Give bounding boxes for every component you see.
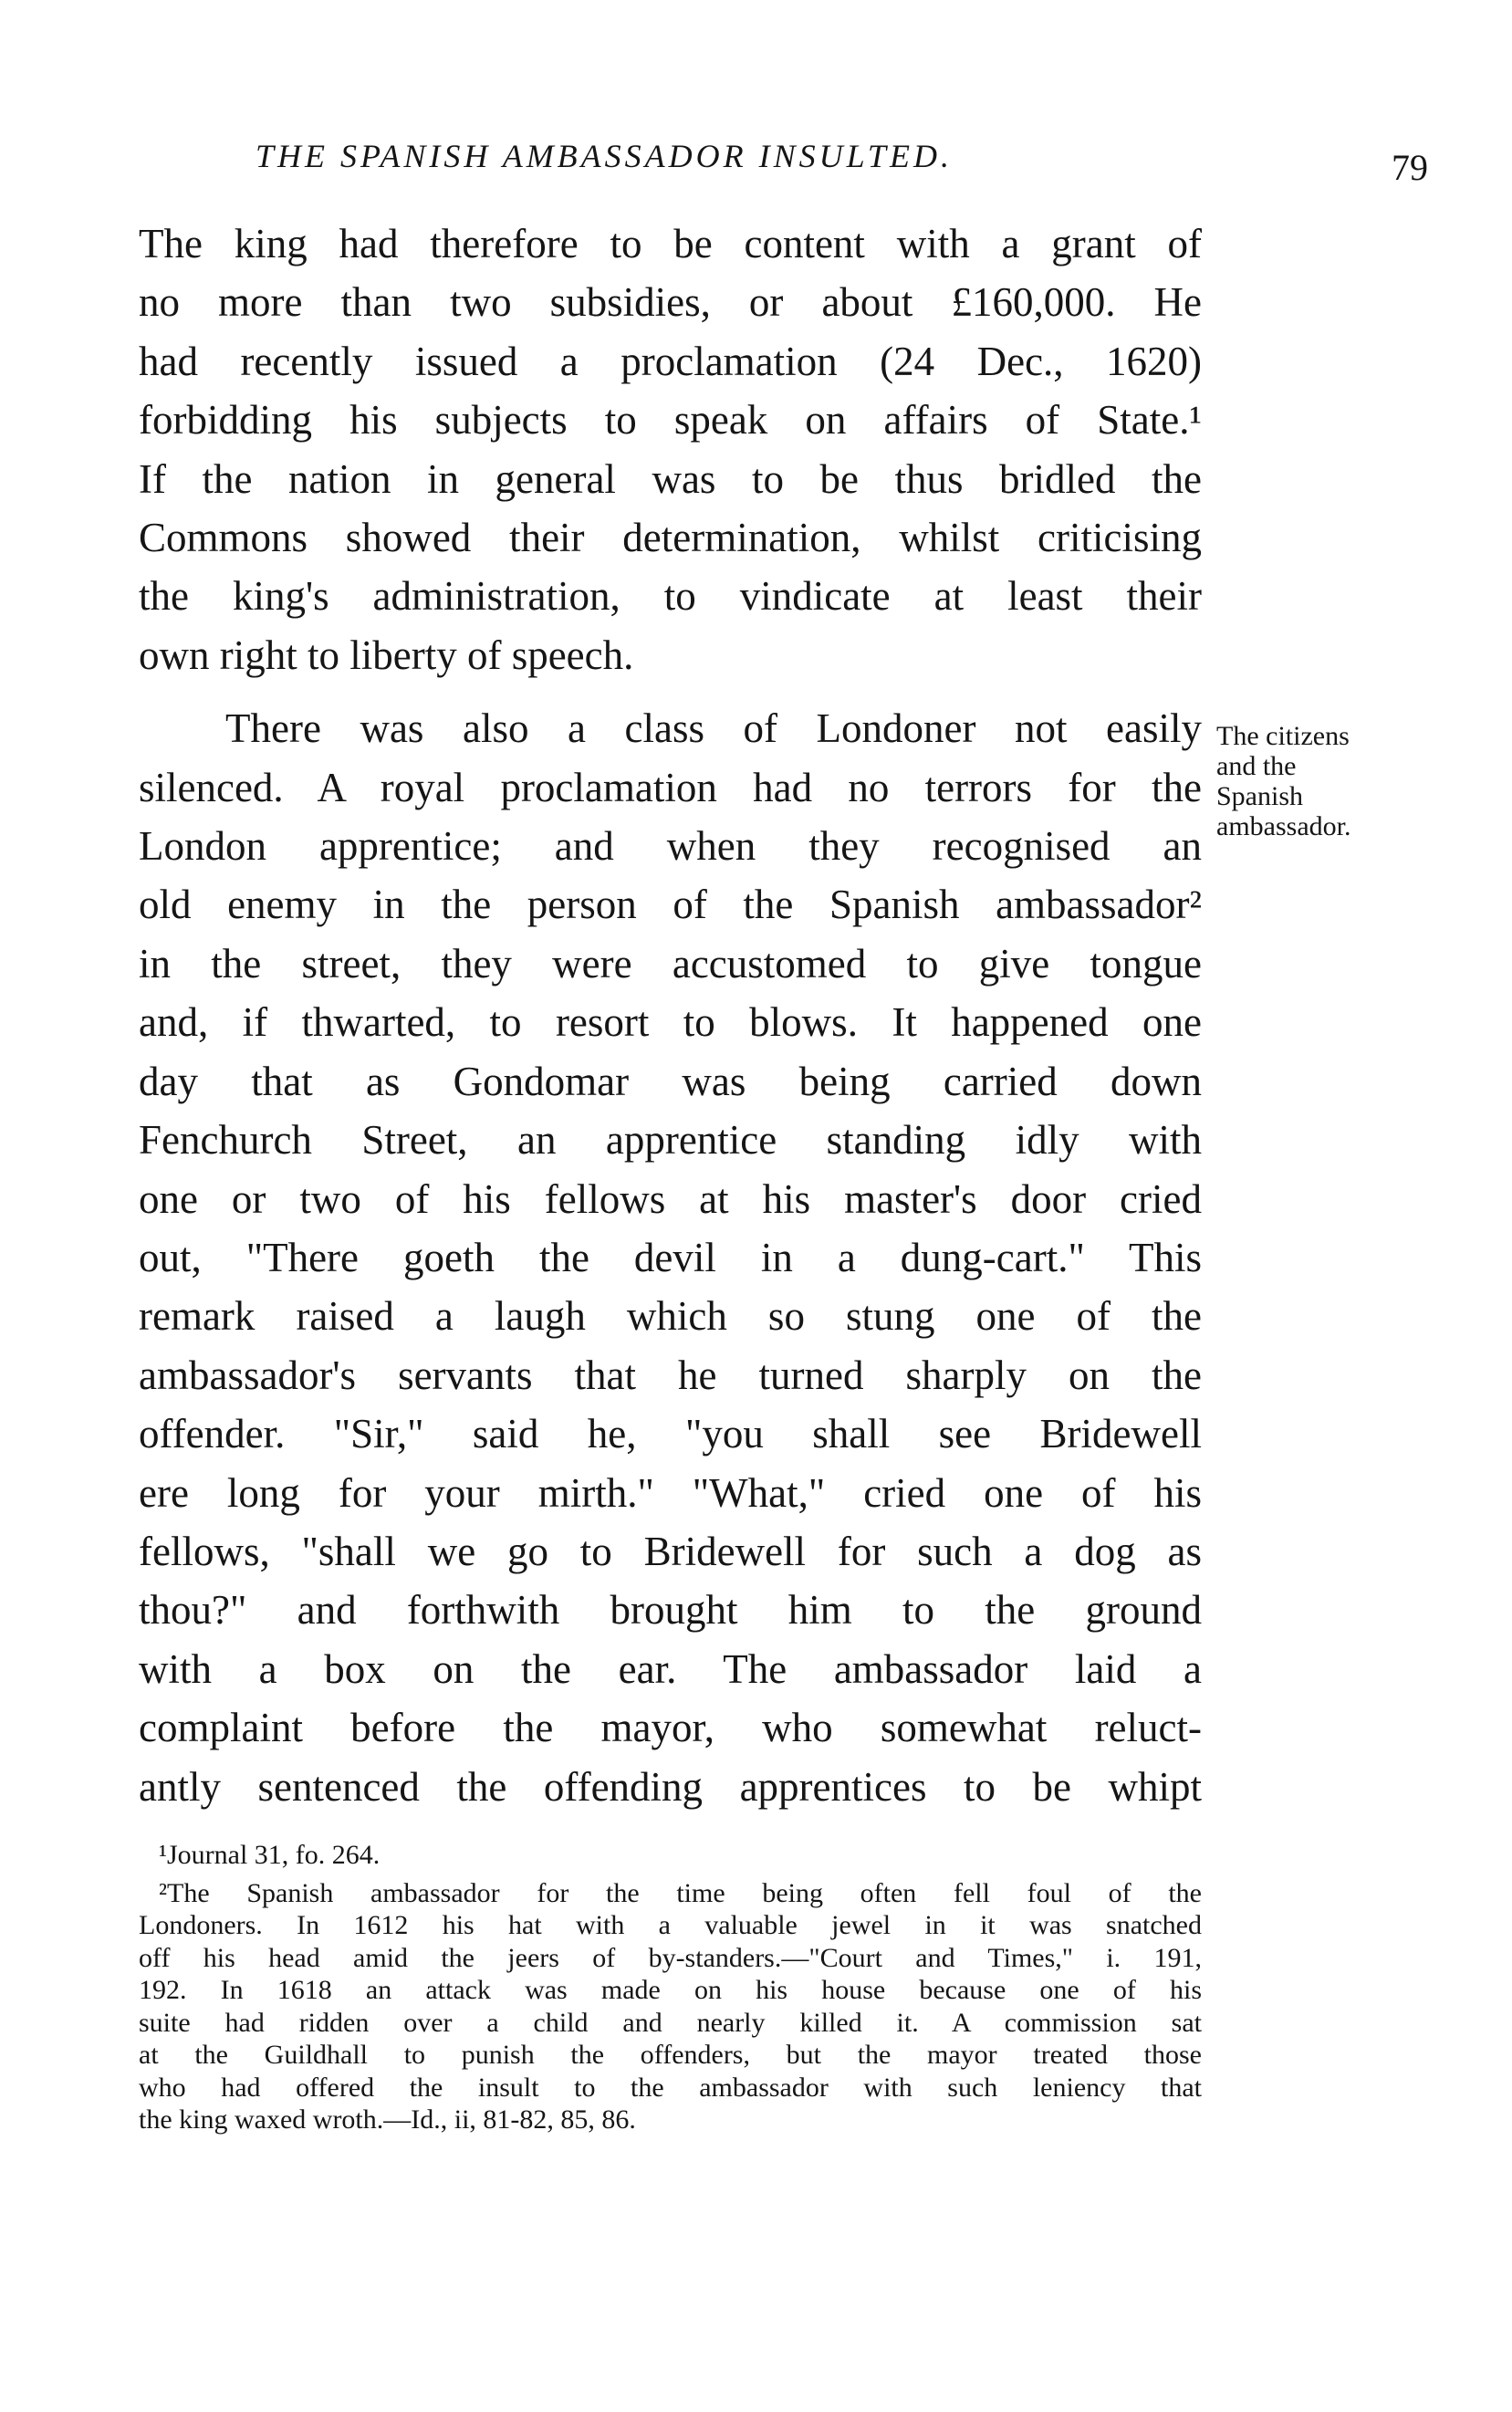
- text-line: fellows, "shall we go to Bridewell for such a dog as: [139, 1528, 1202, 1574]
- body-text: [139, 214, 1202, 1816]
- page-number: 79: [1392, 147, 1428, 188]
- footnote-1: ¹Journal 31, fo. 264.: [159, 1840, 381, 1870]
- footnote-2-line: ²The Spanish ambassador for the time being often fell foul of the: [159, 1877, 1202, 1908]
- text-line: London apprentice; and when they recognised an: [139, 823, 1202, 870]
- margin-note-line: The citizens: [1216, 721, 1350, 751]
- footnotes: [139, 1839, 1202, 2136]
- text-line: There was also a class of Londoner not easily: [225, 705, 1202, 752]
- text-line: day that as Gondomar was being carried down: [139, 1058, 1202, 1104]
- text-line: no more than two subsidies, or about £160,000. He: [139, 279, 1202, 326]
- text-line: The king had therefore to be content with a grant of: [139, 221, 1202, 266]
- text-line: out, "There goeth the devil in a dung-cart." This: [139, 1234, 1202, 1280]
- margin-note-line: and the: [1216, 751, 1297, 781]
- text-line: silenced. A royal proclamation had no terrors for the: [139, 764, 1202, 810]
- footnote-2-line: off his head amid the jeers of by-standers.—"Court and Times," i. 191,: [139, 1942, 1202, 1973]
- text-line: remark raised a laugh which so stung one of the: [139, 1293, 1202, 1340]
- text-line: own right to liberty of speech.: [139, 632, 634, 678]
- text-line: antly sentenced the offending apprentices to be whipt: [139, 1763, 1202, 1810]
- text-line: thou?" and forthwith brought him to the ground: [139, 1587, 1202, 1634]
- text-line: the king's administration, to vindicate at least their: [139, 573, 1202, 620]
- text-line: forbidding his subjects to speak on affairs of State.¹: [139, 397, 1202, 444]
- footnote-2-line: at the Guildhall to punish the offenders, but the mayor treated those: [139, 2040, 1202, 2070]
- text-line: had recently issued a proclamation (24 Dec., 1620): [139, 338, 1202, 384]
- margin-note-line: ambassador.: [1216, 811, 1351, 841]
- paragraph-gap: [139, 684, 1202, 699]
- text-line: ere long for your mirth." "What," cried one of his: [139, 1469, 1202, 1516]
- text-line: with a box on the ear. The ambassador laid a: [139, 1645, 1202, 1692]
- text-line: ambassador's servants that he turned sharply on the: [139, 1352, 1202, 1398]
- footnote-2-line: 192. In 1618 an attack was made on his house because one of his: [139, 1975, 1202, 2005]
- text-line: one or two of his fellows at his master's door cried: [139, 1175, 1202, 1222]
- footnote-2-line: Londoners. In 1612 his hat with a valuable jewel in it was snatched: [139, 1910, 1202, 1940]
- text-line: complaint before the mayor, who somewhat reluct-: [139, 1705, 1202, 1751]
- text-line: Fenchurch Street, an apprentice standing idly with: [139, 1117, 1202, 1164]
- margin-note-line: Spanish: [1216, 781, 1304, 811]
- footnote-2-line: the king waxed wroth.—Id., ii, 81-82, 85, 86.: [139, 2104, 636, 2135]
- margin-note: [1216, 721, 1495, 841]
- footnote-2-line: who had offered the insult to the ambassador with such leniency that: [139, 2072, 1202, 2103]
- text-line: and, if thwarted, to resort to blows. It happened one: [139, 999, 1202, 1046]
- text-line: offender. "Sir," said he, "you shall see Bridewell: [139, 1411, 1202, 1457]
- footnote-2-line: suite had ridden over a child and nearly killed it. A commission sat: [139, 2007, 1202, 2038]
- running-head: THE SPANISH AMBASSADOR INSULTED.: [255, 138, 953, 174]
- text-line: in the street, they were accustomed to give tongue: [139, 940, 1202, 987]
- text-line: If the nation in general was to be thus bridled the: [139, 455, 1202, 502]
- text-line: Commons showed their determination, whilst criticising: [139, 515, 1202, 561]
- text-line: old enemy in the person of the Spanish ambassador²: [139, 882, 1202, 928]
